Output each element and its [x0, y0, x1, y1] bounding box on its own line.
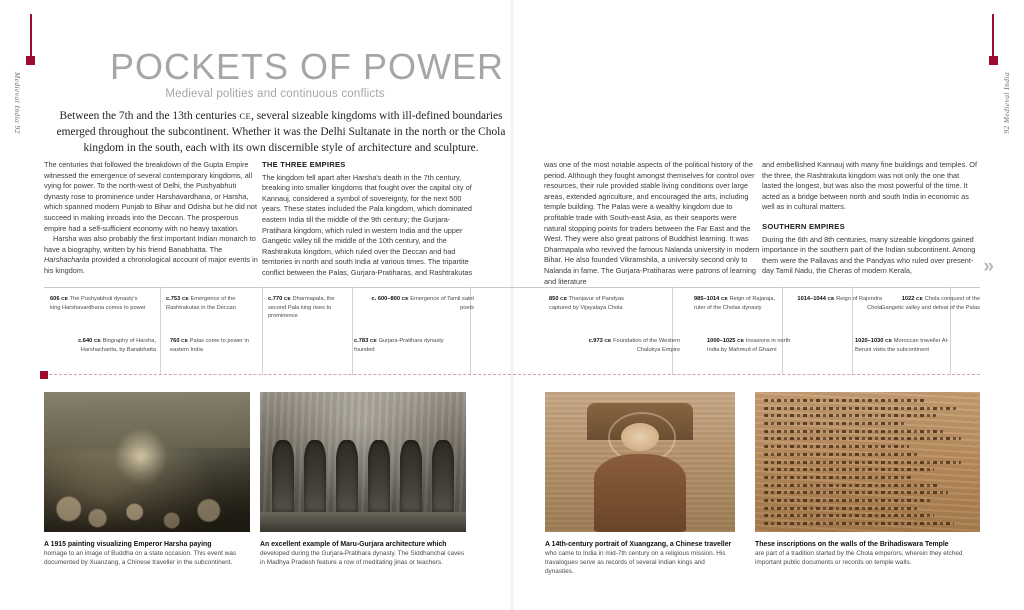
era-abbrev: CE [720, 297, 728, 302]
inscription-line [764, 514, 934, 517]
caption-body: homage to an image of Buddha on a state occasion. This event was documented by Xuanzang, a Chinese traveller in the subcontinent. [44, 550, 237, 566]
timeline-event-text: Invasions in north India by Mahmud of Ghazni [707, 338, 791, 354]
era-abbrev: CE [560, 297, 568, 302]
body-column-4 [762, 160, 978, 277]
timeline-event-date: c.770 CE [268, 296, 291, 302]
timeline-tick [262, 287, 263, 375]
body-paragraph: Harsha was also probably the first important Indian monarch to have a biography, written by his friend Banabhatta. The Harshacharita provided a chronological account of major events in his kingdom. [44, 234, 258, 275]
inscription-line [764, 499, 932, 502]
timeline-event [549, 295, 641, 312]
body-column-2 [262, 160, 478, 279]
timeline-event [855, 337, 951, 354]
timeline-event-text: Emergence of the Rashtrakutas in the Deccan [166, 296, 236, 312]
caption-maru-gurjara-caves [260, 540, 466, 568]
era-abbrev: CE [239, 111, 252, 121]
timeline-event-text: Thanjavur of Pandyas captured by Vijayalaya Chola [549, 296, 624, 312]
inscription-line [764, 430, 944, 433]
caption-body: developed during the Gurjara-Pratihara dynasty. The Siddhanchal caves in Madhya Pradesh feature a row of meditating jinas or teachers. [260, 550, 465, 566]
column-heading: THE THREE EMPIRES [262, 160, 346, 169]
figure-harsha-painting [44, 392, 250, 532]
timeline-event-text: Emergence of Tamil saint poets [410, 296, 474, 312]
body-column-3 [544, 160, 760, 287]
timeline-event-text: Chola conquest of the Gangetic valley and defeat of the Palas [881, 296, 980, 312]
folio-left: Medieval India 92 [13, 72, 22, 134]
timeline-event-text: Palas come to power in eastern India [170, 338, 249, 354]
timeline-event [578, 337, 680, 354]
column-heading: SOUTHERN EMPIRES [762, 221, 845, 231]
body-paragraph: During the 6th and 8th centuries, many sizeable kingdoms gained importance in the southern part of the Indian subcontinent. Among them were the Pallavas and the Pandyas who ruled over present-day Tamil Nadu, the Cheras of modern Kerala, [762, 234, 976, 276]
margin-rule-left [30, 14, 32, 62]
body-paragraph: and embellished Kannauj with many fine buildings and temples. Of the three, the Rashtrakuta kingdom was not only the one that lasted the longest, but was also the most powerful of the time. It acted as a bridge between north and south India in economic as well as in cultural matters. [762, 160, 977, 212]
era-abbrev: CE [61, 297, 69, 302]
inscription-line [764, 468, 934, 471]
timeline-tick [672, 287, 673, 375]
timeline-event [368, 295, 474, 312]
era-abbrev: CE [93, 339, 101, 344]
timeline-event [268, 295, 352, 321]
timeline-event [50, 295, 146, 312]
timeline-event-date: c.753 CE [166, 296, 189, 302]
standfirst: Between the 7th and the 13th centuries CE, several sizeable kingdoms with ill-defined boundaries emerged throughout the subcontinent. Whether it was the Delhi Sultanate in the north or the Chola kingdom in the south, each with its own discernible style of architecture and sculpture. [56, 110, 506, 155]
timeline-tick [160, 287, 161, 375]
timeline-event-date: c.640 CE [78, 338, 101, 344]
caption-xuanzang-portrait [545, 540, 735, 576]
timeline-event-date: c.783 CE [354, 338, 377, 344]
timeline-event [782, 295, 882, 312]
timeline-event [170, 337, 262, 354]
inscription-line [764, 491, 948, 494]
timeline-marker-square [40, 371, 48, 379]
body-paragraph: was one of the most notable aspects of the political history of the period. Although they fought amongst themselves for control over resources, their rule provided stable living conditions over large areas, extended agriculture, and encouraged the arts, including temple building. The Palas were a wealthy kingdom due to profitable trade with South-east Asia, as their seaports were natural stopping points for traders between the Far East and the West. They were also great patrons of Buddhist learning. It was Dharmapala who revived the famous Nalanda university in modern Bihar. He also founded Vikramshila, a university second only to Nalanda in fame. The Gurjara-Pratiharas were patrons of learning and literature [544, 160, 760, 286]
double-chevron-right-icon: » [983, 256, 990, 277]
era-abbrev: CE [181, 297, 189, 302]
caption-title: A 1915 painting visualizing Emperor Harsha paying [44, 541, 212, 548]
timeline-bottom-dashed-rule [44, 374, 980, 375]
caption-title: A 14th-century portrait of Xuangzang, a Chinese traveller [545, 541, 732, 548]
caption-title: These inscriptions on the walls of the Brihadiswara Temple [755, 541, 949, 548]
timeline-event-date: 1022 CE [901, 296, 924, 302]
timeline-event-date: 606 CE [50, 296, 69, 302]
inscription-line [764, 445, 909, 448]
timeline-event-date: c.973 CE [588, 338, 612, 344]
era-abbrev: CE [885, 339, 893, 344]
italic-title: Harshacharita [44, 255, 90, 265]
timeline-event [354, 337, 444, 354]
margin-square-right [989, 56, 998, 65]
timeline-event [707, 337, 799, 354]
inscription-line [764, 407, 957, 410]
figure-brihadiswara-inscriptions [755, 392, 980, 532]
era-abbrev: CE [827, 297, 835, 302]
page-subtitle: Medieval polities and continuous conflicts [165, 88, 385, 100]
era-abbrev: CE [915, 297, 924, 302]
timeline-event-text: The Pushyabhuti dynasty's king Harshavardhana comes to power [50, 296, 146, 312]
timeline-event [60, 337, 156, 354]
caption-brihadiswara-inscriptions [755, 540, 980, 568]
timeline-event-date: 1020–1030 CE [855, 338, 893, 344]
inscription-line [764, 476, 911, 479]
timeline-event-text: Foundation of the Western Chalukya Empire [613, 338, 680, 354]
era-abbrev: CE [604, 339, 612, 344]
timeline-event-date: 1000–1025 CE [707, 338, 745, 344]
caption-body: are part of a tradition started by the Chola emperors, wherein they etched important public documents or records on temple walls. [755, 550, 963, 566]
inscription-line [764, 522, 954, 525]
timeline-event [880, 295, 980, 312]
timeline-tick [352, 287, 353, 375]
inscription-line [764, 437, 961, 440]
era-abbrev: CE [283, 297, 291, 302]
margin-rule-right [992, 14, 994, 62]
timeline-event-text: Reign of Rajendra Chola [836, 296, 882, 312]
folio-right: 92 Medieval India [1002, 72, 1011, 134]
era-abbrev: CE [369, 339, 377, 344]
body-paragraph: The centuries that followed the breakdown of the Gupta Empire witnessed the emergence of several contemporary kingdoms, all vying for power. To the north-west of Delhi, the Pushyabhuti dynasty rose to prominence under Harshavardhana, or Harsha, which spanned modern Punjab to Bihar and Odisha but he did not succeed in making inroads into the Deccan. The prosperous empire had a self-sufficient economy with no heavy taxation. [44, 160, 257, 233]
body-column-1 [44, 160, 260, 277]
margin-square-left [26, 56, 35, 65]
inscription-line [764, 399, 925, 402]
inscription-line [764, 461, 961, 464]
body-paragraph: The kingdom fell apart after Harsha's death in the 7th century, breaking into smaller kingdoms that fought over the capital city of Kannauj, considered a symbol of sovereignty, for the next 500 years. These states included the Pala kingdom, which dominated eastern India till the middle of the 9th century; the Gurjara-Pratihara kingdom, which ruled in western India and the upper Gangetic valley till the middle of the 10th century, and the Rashtrakuta kingdom, which ruled over the Deccan and had territories in north and south India at various times. The tripartite conflict between the Palas, Gurjara-Pratiharas, and Rashtrakutas [262, 172, 473, 277]
timeline-event-text: Reign of Rajaraja, ruler of the Cholas dynasty [694, 296, 776, 312]
era-abbrev: CE [181, 339, 189, 344]
timeline-event-date: 1014–1044 CE [797, 296, 835, 302]
inscription-line [764, 507, 919, 510]
inscription-line [764, 422, 905, 425]
figure-xuanzang-portrait [545, 392, 735, 532]
caption-harsha-painting [44, 540, 250, 568]
timeline-event [694, 295, 778, 312]
inscription-line [764, 484, 938, 487]
figure-maru-gurjara-caves [260, 392, 466, 532]
timeline-event-text: Gurjara-Pratihara dynasty founded [354, 338, 444, 354]
timeline-event-date: 760 CE [170, 338, 189, 344]
inscription-line [764, 453, 919, 456]
era-abbrev: CE [401, 297, 409, 302]
timeline-event-text: Dharmapala, the second Pala king rises to prominence [268, 296, 335, 320]
timeline-event-date: c. 600–800 CE [371, 296, 409, 302]
timeline-event-text: Moroccan traveller Al-Beruni visits the subcontinent [855, 338, 949, 354]
timeline-event [166, 295, 262, 312]
caption-title: An excellent example of Maru-Gurjara architecture which [260, 541, 447, 548]
timeline-event-date: 850 CE [549, 296, 568, 302]
era-abbrev: CE [737, 339, 745, 344]
timeline-event-text: Biography of Harsha, Harshacharita, by Banabhatta [80, 338, 156, 354]
timeline-event-date: 985–1014 CE [694, 296, 728, 302]
timeline [0, 287, 1024, 375]
caption-body: who came to India in mid-7th century on a religious mission. His travalogues serve as records of several Indian kings and dynasties. [545, 550, 726, 575]
inscription-line [764, 414, 936, 417]
page-title: POCKETS OF POWER [110, 46, 505, 87]
